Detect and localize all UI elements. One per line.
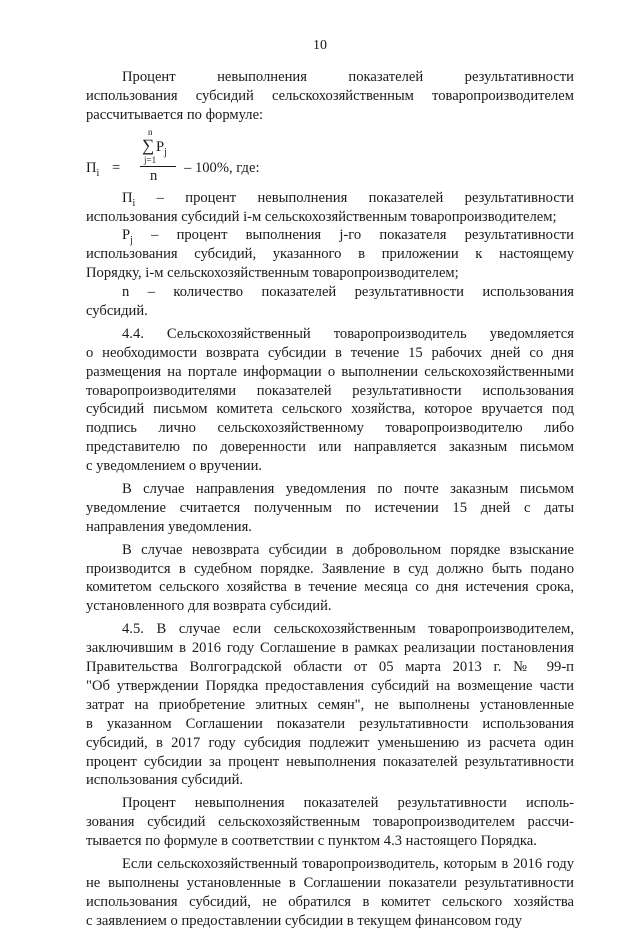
paragraph-line: направления уведомления. (86, 518, 252, 535)
paragraph-line: с заявлением о предоставлении субсидии в текущем финансовом году (86, 912, 523, 929)
paragraph-line: установленного для возврата субсидий. (86, 598, 332, 615)
formula-sum-term: $P_j$ (156, 138, 167, 158)
paragraph-line: использования субсидий. (86, 772, 244, 789)
paragraphs (86, 321, 574, 931)
paragraph-line: производится в судебном порядке. Заявление в суд должно быть подано (86, 560, 574, 577)
formula-denominator: n (150, 167, 158, 184)
definition-line: $P_j$ – процент выполнения j-го показателя результативности (122, 227, 574, 247)
intro-paragraph (86, 68, 574, 125)
paragraph-line: Процент невыполнения показателей результативности исполь- (122, 795, 574, 812)
intro-line: использования субсидий сельскохозяйственным товаропроизводителем (86, 87, 574, 104)
paragraph-line: тывается по формуле в соответствии с пунктом 4.3 настоящего Порядка. (86, 833, 537, 850)
paragraph-line: с уведомлением о вручении. (86, 458, 263, 475)
definition-line: субсидий. (86, 303, 148, 320)
fraction-bar (140, 166, 176, 167)
paragraph-line: заключившим в 2016 году Соглашение в рамках реализации постановления (86, 640, 574, 657)
definition-line: использования субсидий i-м сельскохозяйственным товаропроизводителем; (86, 208, 557, 225)
paragraph-line: субсидий, в 2017 году субсидия подлежит уменьшению из расчета один (86, 734, 574, 751)
formula-sum-upper: n (148, 126, 153, 137)
paragraph-line: субсидий письмом комитета сельского хозяйства, которое вручается под (86, 401, 574, 418)
definition-line: $П_i$ – процент невыполнения показателей результативности (122, 189, 574, 209)
paragraph-line: Если сельскохозяйственный товаропроизводитель, которым в 2016 году (122, 855, 574, 872)
formula-equals: = (112, 159, 121, 176)
intro-line: рассчитывается по формуле: (86, 106, 264, 123)
paragraph-1 (86, 325, 574, 476)
definition-1 (86, 189, 574, 227)
paragraph-line: товаропроизводителями показателей результативности использования (86, 382, 574, 399)
paragraph-line: процент субсидии за процент невыполнения показателей результативности (86, 753, 574, 770)
paragraph-line: в указанном Соглашении показатели результативности использования (86, 715, 574, 732)
intro-line: Процент невыполнения показателей результативности (122, 69, 574, 85)
formula-lhs: $П_i$ (86, 159, 100, 179)
paragraph-line: не выполнены установленные в Соглашении показатели результативности (86, 874, 574, 891)
paragraph-line: затрат на приобретение элитных семян", не выполнены установленные (86, 696, 574, 713)
formula-tail: – 100%, где: (184, 159, 260, 176)
definition-line: Порядку, i-м сельскохозяйственным товаропроизводителем; (86, 265, 459, 282)
paragraph-line: Правительства Волгоградской области от 05 марта 2013 г. № 99-п (86, 659, 574, 676)
definition-3 (86, 283, 574, 321)
paragraph-line: В случае направления уведомления по почте заказным письмом (122, 481, 574, 498)
page-number: 10 (313, 38, 327, 53)
paragraph-3 (86, 541, 574, 617)
definition-line: использования субсидий, указанного в приложении к настоящему (86, 246, 574, 263)
document-body (86, 68, 574, 931)
paragraph-line: уведомление считается полученным по истечении 15 дней с даты (86, 499, 574, 516)
paragraph-line: 4.5. В случае если сельскохозяйственным товаропроизводителем, (122, 621, 574, 638)
formula-sum-lower: j=1 (144, 154, 157, 165)
paragraph-line: "Об утверждении Порядка предоставления субсидий на возмещение части (86, 677, 574, 694)
paragraph-line: о необходимости возврата субсидии в течение 15 рабочих дней со дня (86, 344, 574, 361)
definitions (86, 189, 574, 321)
paragraph-line: представителю по доверенности или направляется заказным письмом (86, 439, 574, 456)
formula-sigma: ∑ (142, 135, 155, 155)
definition-line: n – количество показателей результативности использования (122, 284, 574, 301)
paragraph-5 (86, 794, 574, 851)
paragraph-line: подпись лично сельскохозяйственному товаропроизводителю либо (86, 420, 574, 437)
paragraph-line: использования субсидий, не обратился в комитет сельского хозяйства (86, 893, 574, 910)
paragraph-line: размещения на портале информации о выполнении сельскохозяйственными (86, 363, 574, 380)
formula (86, 127, 574, 189)
paragraph-line: В случае невозврата субсидии в добровольном порядке взыскание (122, 541, 574, 558)
paragraph-6 (86, 855, 574, 931)
paragraph-line: зования субсидий сельскохозяйственным товаропроизводителем рассчи- (86, 814, 574, 831)
paragraph-line: 4.4. Сельскохозяйственный товаропроизводитель уведомляется (122, 325, 574, 342)
paragraph-line: комитетом сельского хозяйства в течение месяца со дня истечения срока, (86, 579, 574, 596)
paragraph-2 (86, 480, 574, 537)
paragraph-4 (86, 620, 574, 790)
definition-2 (86, 226, 574, 283)
